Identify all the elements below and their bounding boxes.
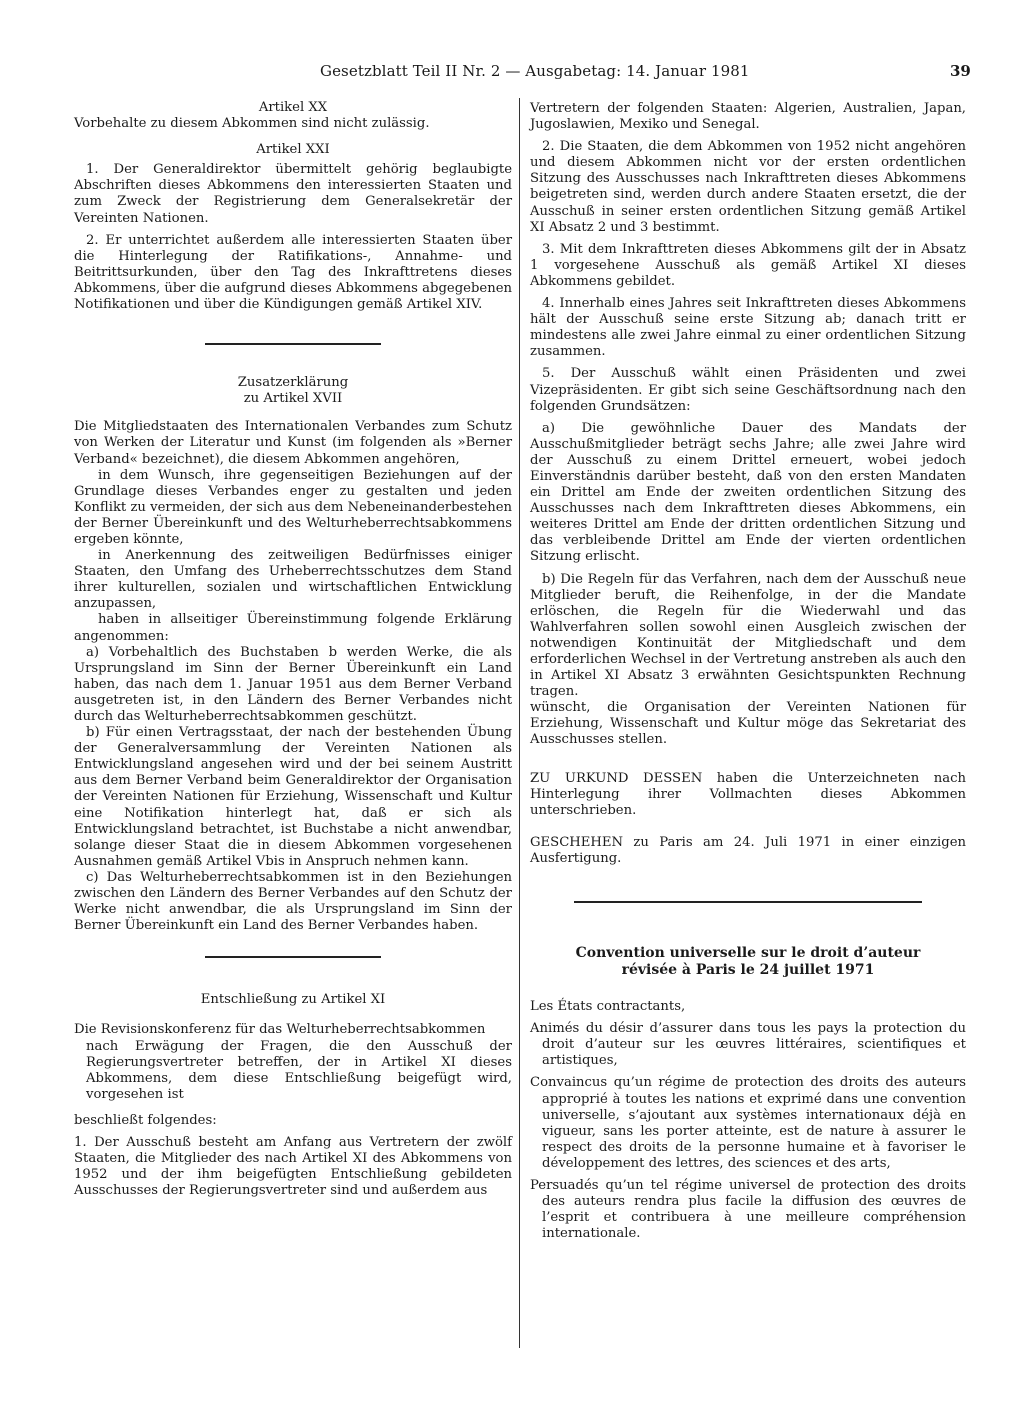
entschliessung-paragraph-1: 1. Der Ausschuß besteht am Anfang aus Vertretern der zwölf Staaten, die Mitglieder des nach Artikel XI des Abkommens von 1952 und der ihm beigefügten Entschließung gebildeten Ausschusses der Regierungsvertreter sind und außerdem aus	[74, 1134, 512, 1199]
convention-title-line-2: révisée à Paris le 24 juillet 1971	[621, 962, 875, 979]
continued-paragraph-1: Vertretern der folgenden Staaten: Algerien, Australien, Japan, Jugoslawien, Mexiko und Senegal.	[530, 101, 966, 133]
page-number: 39	[950, 62, 971, 80]
convention-title-line-1: Convention universelle sur le droit d’auteur	[575, 945, 921, 962]
zusatz-haben: haben in allseitiger Übereinstimmung folgende Erklärung angenommen:	[74, 612, 512, 644]
article-21-paragraph-2: 2. Er unterrichtet außerdem alle interessierten Staaten über die Hinterlegung der Ratifikations-, Annahme- und Beitrittsurkunden, über den Tag des Inkrafttretens dieses Abkommens, über die aufgrund dieses Abkommens abgegebenen Notifikationen und über die Kündigungen gemäß Artikel XIV.	[74, 232, 512, 313]
done-at-paris-clause: GESCHEHEN zu Paris am 24. Juli 1971 in einer einzigen Ausfertigung.	[530, 834, 966, 866]
zusatz-intro: Die Mitgliedstaaten des Internationalen Verbandes zum Schutz von Werken der Literatur und Kunst (im folgenden als »Berner Verband« bezeichnet), die diesem Abkommen angehören,	[74, 419, 512, 467]
entschliessung-title: Entschließung zu Artikel XI	[200, 992, 386, 1008]
article-21-title: Artikel XXI	[256, 142, 330, 158]
resolution-paragraph-5a: a) Die gewöhnliche Dauer des Mandats der Ausschußmitglieder beträgt sechs Jahre; alle zwei Jahre wird der Ausschuß zu einem Drittel erneuert, wobei jedoch Einverständnis darüber besteht, daß von den ersten Mandaten ein Drittel am Ende der zweiten ordentlichen Sitzung des Ausschusses nach dem Inkrafttreten dieses Abkommens, ein weiteres Drittel am Ende der dritten ordentlichen Sitzung und das verbleibende Drittel am Ende der vierten ordentlichen Sitzung erlischt.	[530, 420, 966, 565]
entschliessung-intro: Die Revisionskonferenz für das Welturheberrechtsabkommen	[74, 1022, 486, 1038]
resolution-paragraph-5b: b) Die Regeln für das Verfahren, nach dem der Ausschuß neue Mitglieder beruft, die Reihenfolge, in der die Mandate erlöschen, die Regeln für die Wiederwahl und das Wahlverfahren sollen sowohl einen Ausgleich zwischen der notwendigen Kontinuität der Mitgliedschaft und dem erforderlichen Wechsel in der Vertretung anstreben als auch den in Artikel XI Absatz 3 erwähnten Gesichtspunkten Rechnung tragen.	[530, 571, 966, 700]
right-column	[530, 101, 966, 1242]
article-20-text: Vorbehalte zu diesem Abkommen sind nicht zulässig.	[74, 116, 430, 132]
resolution-paragraph-3: 3. Mit dem Inkrafttreten dieses Abkommens gilt der in Absatz 1 vorgesehene Ausschuß als gemäß Artikel XI dieses Abkommens gebildet.	[530, 241, 966, 289]
in-witness-clause: ZU URKUND DESSEN haben die Unterzeichneten nach Hinterlegung ihrer Vollmachten dieses Abkommen unterschrieben.	[530, 770, 966, 818]
header-title: Gesetzblatt Teil II Nr. 2 — Ausgabetag: 14. Januar 1981	[320, 62, 750, 80]
preamble-etats: Les États contractants,	[530, 999, 686, 1015]
section-rule	[205, 343, 381, 345]
column-divider	[519, 98, 520, 1348]
article-21-paragraph-1: 1. Der Generaldirektor übermittelt gehörig beglaubigte Abschriften dieses Abkommens den interessierten Staaten und zum Zweck der Registrierung dem Generalsekretär der Vereinten Nationen.	[74, 162, 512, 226]
article-20-title: Artikel XX	[258, 100, 328, 115]
zusatz-title-line-2: zu Artikel XVII	[243, 391, 343, 407]
preamble-convaincus: Convaincus qu’un régime de protection des droits des auteurs approprié à toutes les nations et exprimé dans une convention universelle, s’ajoutant aux systèmes internationaux déjà en vigueur, sans les porter atteinte, est de nature à assurer le respect des droits de la personne humaine et à favoriser le développement des lettres, des sciences et des arts,	[530, 1075, 966, 1171]
entschliessung-beschliesst: beschließt folgendes:	[74, 1112, 217, 1128]
zusatz-item-a: a) Vorbehaltlich des Buchstaben b werden Werke, die als Ursprungsland im Sinn der Berner Übereinkunft ein Land haben, das nach dem 1. Januar 1951 aus dem Berner Verband ausgetreten ist, in den Ländern des Berner Verbandes nicht durch das Welturheberrechtsabkommen geschützt.	[74, 644, 512, 724]
zusatz-wunsch: in dem Wunsch, ihre gegenseitigen Beziehungen auf der Grundlage dieses Verbandes enger zu gestalten und jeden Konflikt zu vermeiden, der sich aus dem Nebeneinanderbestehen der Berner Übereinkunft und des Welturheberrechtsabkommens ergeben könnte,	[74, 467, 512, 547]
zusatz-item-c: c) Das Welturheberrechtsabkommen ist in den Beziehungen zwischen den Ländern des Berner Verbandes auf den Schutz der Werke nicht anwendbar, die als Ursprungsland im Sinn der Berner Übereinkunft ein Land des Berner Verbandes haben.	[74, 869, 512, 934]
section-rule	[205, 956, 381, 958]
page-header	[0, 58, 1024, 88]
zusatz-item-b: b) Für einen Vertragsstaat, der nach der bestehenden Übung der Generalversammlung der Vereinten Nationen als Entwicklungsland angesehen wird und der bei seinem Austritt aus dem Berner Verband beim Generaldirektor der Organisation der Vereinten Nationen für Erziehung, Wissenschaft und Kultur eine Notifikation hinterlegt hat, daß er sich als Entwicklungsland betrachtet, ist Buchstabe a nicht anwendbar, solange dieser Staat die in diesem Abkommen vorgesehenen Ausnahmen gemäß Artikel Vbis in Anspruch nehmen kann.	[74, 725, 512, 869]
left-column	[74, 100, 512, 1199]
resolution-paragraph-4: 4. Innerhalb eines Jahres seit Inkrafttreten dieses Abkommens hält der Ausschuß seine erste Sitzung ab; danach tritt er mindestens alle zwei Jahre einmal zu einer ordentlichen Sitzung zusammen.	[530, 296, 966, 360]
preamble-animes: Animés du désir d’assurer dans tous les pays la protection du droit d’auteur sur les œuvres littéraires, scientifiques et artistiques,	[530, 1021, 966, 1069]
resolution-paragraph-2: 2. Die Staaten, die dem Abkommen von 1952 nicht angehören und diesem Abkommen nicht vor der ersten ordentlichen Sitzung des Ausschusses nach Inkrafttreten dieses Abkommens beigetreten sind, werden durch andere Staaten ersetzt, die der Ausschuß in seiner ersten ordentlichen Sitzung gemäß Artikel XI Absatz 2 und 3 bestimmt.	[530, 139, 966, 235]
resolution-paragraph-5: 5. Der Ausschuß wählt einen Präsidenten und zwei Vizepräsidenten. Er gibt sich seine Geschäftsordnung nach den folgenden Grundsätzen:	[530, 366, 966, 414]
resolution-wuenscht: wünscht, die Organisation der Vereinten Nationen für Erziehung, Wissenschaft und Kultur möge das Sekretariat des Ausschusses stellen.	[530, 700, 966, 748]
zusatz-title-line-1: Zusatzerklärung	[237, 375, 349, 391]
section-rule	[574, 901, 922, 903]
preamble-persuades: Persuadés qu’un tel régime universel de protection des droits des auteurs rendra plus facile la diffusion des œuvres de l’esprit et contribuera à une meilleure compréhension internationale.	[530, 1177, 966, 1242]
entschliessung-erwaegung: nach Erwägung der Fragen, die den Ausschuß der Regierungsvertreter betreffen, der in Artikel XI dieses Abkommens, dem diese Entschließung beigefügt wird, vorgesehen ist	[86, 1038, 512, 1102]
zusatz-anerkennung: in Anerkennung des zeitweiligen Bedürfnisses einiger Staaten, den Umfang des Urheberrechtsschutzes dem Stand ihrer kulturellen, sozialen und wirtschaftlichen Entwicklung anzupassen,	[74, 548, 512, 612]
